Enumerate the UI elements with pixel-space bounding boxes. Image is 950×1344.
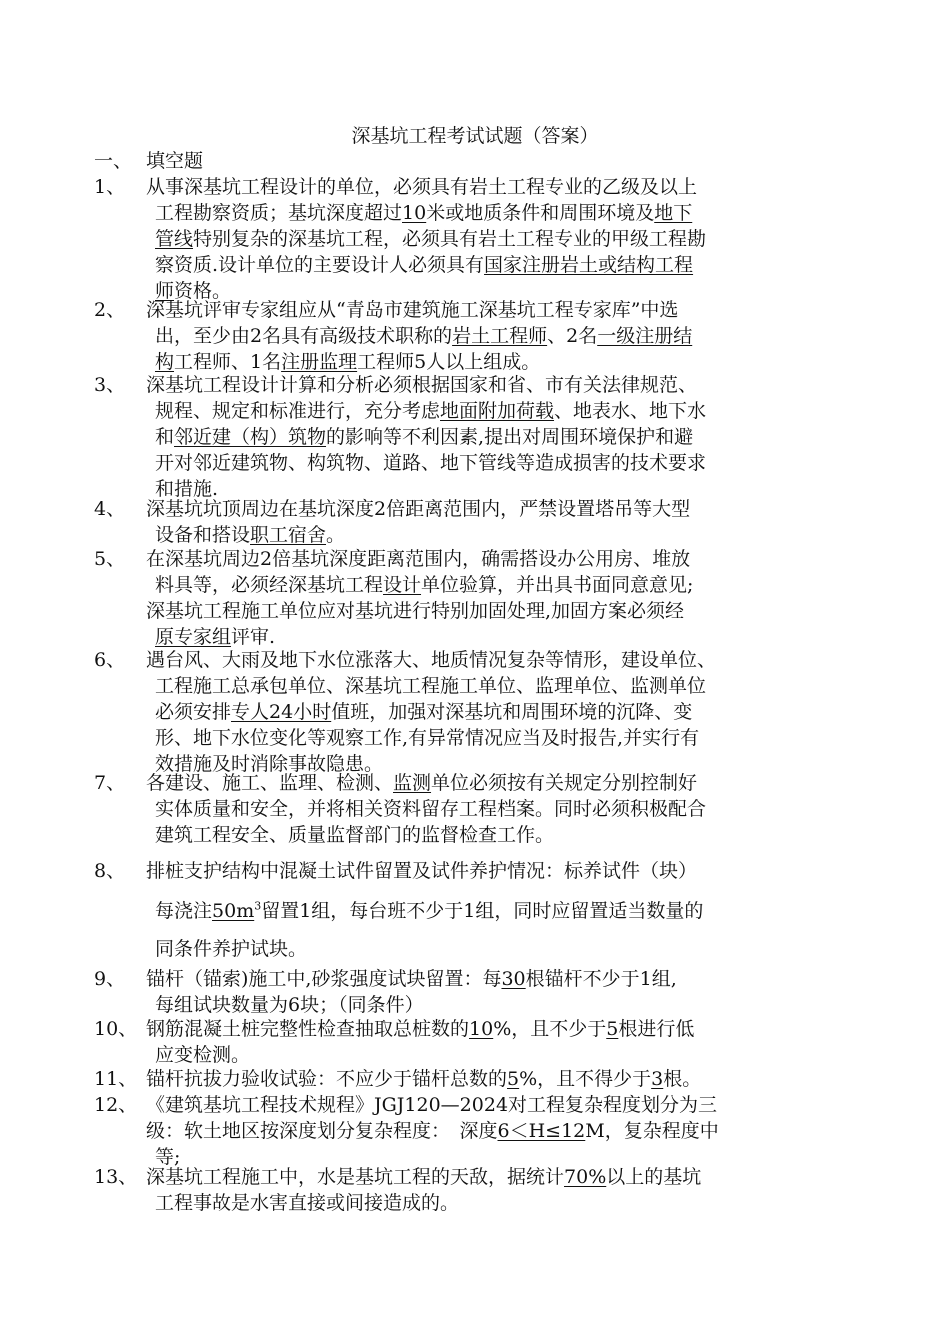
question-number: 4、 (94, 498, 126, 520)
question-line (146, 1118, 814, 1144)
question-line: 应变检测。 (155, 1044, 251, 1066)
question-number: 10、 (94, 1018, 138, 1040)
question-line (146, 699, 814, 725)
question-body (146, 1092, 814, 1170)
answer-blank: 6＜H≤12 (497, 1120, 586, 1142)
text: 资格。 (174, 280, 232, 302)
answer-blank: 原专家组 (155, 626, 232, 648)
question-number: 13、 (94, 1166, 138, 1188)
question-number: 12、 (94, 1094, 138, 1116)
answer-blank: 监测 (393, 772, 432, 794)
question-line: 效措施及时消除事故隐患。 (155, 753, 384, 775)
answer-blank: 邻近建（构）筑物 (174, 426, 327, 448)
question-body (146, 297, 814, 375)
question-line (146, 323, 814, 349)
text: %，且不得少于 (519, 1068, 652, 1090)
answer-blank: 地下 (654, 202, 693, 224)
question-line (146, 770, 814, 796)
answer-blank: 地面附加荷载 (440, 400, 555, 422)
question-line: 同条件养护试块。 (155, 938, 308, 960)
question-line: 每组试块数量为6块；（同条件） (155, 994, 424, 1016)
text: 锚杆（锚索)施工中,砂浆强度试块留置：每 (146, 968, 502, 990)
question-line: 形、地下水位变化等观察工作,有异常情况应当及时报告,并实行有 (155, 727, 700, 749)
text: 工程师、1名 (174, 351, 282, 373)
question-line: 深基坑坑顶周边在基坑深度2倍距离范围内，严禁设置塔吊等大型 (146, 498, 691, 520)
question-body (146, 372, 814, 502)
answer-blank: 50m (212, 900, 255, 922)
text: 米或地质条件和周围环境及 (426, 202, 655, 224)
question-line: 深基坑工程施工单位应对基坑进行特别加固处理,加固方案必须经 (146, 600, 685, 622)
question-line: 开对邻近建筑物、构筑物、道路、地下管线等造成损害的技术要求 (155, 452, 707, 474)
text: M，复杂程度中 (585, 1120, 719, 1142)
question-1 (94, 174, 814, 304)
section-heading (94, 148, 203, 174)
question-4 (94, 496, 814, 548)
text: 每浇注 (155, 900, 213, 922)
question-line: 和措施. (155, 478, 219, 500)
text: 根锚杆不少于1组, (525, 968, 677, 990)
question-body (146, 858, 814, 962)
answer-blank: 构 (155, 351, 175, 373)
answer-blank: 设计 (383, 574, 422, 596)
text: 值班，加强对深基坑和周围环境的沉降、变 (331, 701, 693, 723)
text: 锚杆抗拔力验收试验：不应少于锚杆总数的 (146, 1068, 508, 1090)
question-body (146, 966, 814, 1018)
question-number: 1、 (94, 176, 126, 198)
answer-blank: 管线 (155, 228, 194, 250)
question-line (146, 966, 814, 992)
question-10 (94, 1016, 814, 1068)
question-6 (94, 647, 814, 777)
question-line: 《建筑基坑工程技术规程》JGJ120—2024对工程复杂程度划分为三 (146, 1094, 718, 1116)
question-line: 深基坑工程设计计算和分析必须根据国家和省、市有关法律规范、 (146, 374, 698, 396)
question-line (146, 226, 814, 252)
question-line: 等; (155, 1146, 181, 1168)
question-line (146, 398, 814, 424)
question-line: 工程施工总承包单位、深基坑工程施工单位、监理单位、监测单位 (155, 675, 707, 697)
text: 各建设、施工、监理、检测、 (146, 772, 394, 794)
superscript: 3 (254, 899, 262, 913)
text: 以上的基坑 (606, 1166, 702, 1188)
answer-blank: 一级注册结 (597, 325, 693, 347)
text: 根进行低 (618, 1018, 695, 1040)
text: 特别复杂的深基坑工程，必须具有岩土工程专业的甲级工程勘 (193, 228, 707, 250)
question-number: 8、 (94, 860, 126, 882)
text: 察资质.设计单位的主要设计人必须具有 (155, 254, 485, 276)
question-number: 3、 (94, 374, 126, 396)
question-body (146, 1016, 814, 1068)
answer-blank: 70% (564, 1166, 607, 1188)
question-line: 深基坑评审专家组应从“青岛市建筑施工深基坑工程专家库”中选 (146, 299, 679, 321)
question-number: 5、 (94, 548, 126, 570)
question-13 (94, 1164, 814, 1216)
question-line: 排桩支护结构中混凝土试件留置及试件养护情况：标养试件（块） (146, 860, 698, 882)
question-number: 9、 (94, 968, 126, 990)
question-line (146, 1164, 814, 1190)
question-body (146, 174, 814, 304)
text: 单位验算，并出具书面同意意见; (421, 574, 694, 596)
text: 设备和搭设 (155, 524, 251, 546)
question-line (146, 200, 814, 226)
text: 深基坑工程施工中，水是基坑工程的天敌，据统计 (146, 1166, 565, 1188)
question-12 (94, 1092, 814, 1170)
question-line (146, 522, 814, 548)
text: 钢筋混凝土桩完整性检查抽取总桩数的 (146, 1018, 470, 1040)
text: 的影响等不利因素,提出对周围环境保护和避 (326, 426, 694, 448)
text: 、地表水、地下水 (554, 400, 707, 422)
question-line: 遇台风、大雨及地下水位涨落大、地质情况复杂等情形，建设单位、 (146, 649, 717, 671)
question-body (146, 496, 814, 548)
answer-blank: 30 (501, 968, 526, 990)
text: 必须安排 (155, 701, 232, 723)
question-line: 工程事故是水害直接或间接造成的。 (155, 1192, 460, 1214)
question-9 (94, 966, 814, 1018)
answer-blank: 10 (402, 202, 427, 224)
question-body (146, 1066, 814, 1092)
document-title: 深基坑工程考试试题（答案） (351, 125, 599, 147)
question-number: 2、 (94, 299, 126, 321)
text: 单位必须按有关规定分别控制好 (431, 772, 698, 794)
question-body (146, 770, 814, 848)
question-line (146, 1016, 814, 1042)
answer-blank: 10 (469, 1018, 494, 1040)
answer-blank: 3 (651, 1068, 664, 1090)
question-line (146, 572, 814, 598)
answer-blank: 5 (507, 1068, 520, 1090)
question-line: 在深基坑周边2倍基坑深度距离范围内，确需搭设办公用房、堆放 (146, 548, 691, 570)
text: 工程师5人以上组成。 (357, 351, 541, 373)
question-line (146, 424, 814, 450)
answer-blank: 岩土工程师 (452, 325, 548, 347)
question-number: 6、 (94, 649, 126, 671)
question-8 (94, 858, 814, 962)
question-line (146, 252, 814, 278)
question-11 (94, 1066, 814, 1092)
text: 根。 (663, 1068, 702, 1090)
answer-blank: 5 (606, 1018, 619, 1040)
answer-blank: 职工宿舍 (250, 524, 327, 546)
text: 留置1组，每台班不少于1组，同时应留置适当数量的 (261, 900, 704, 922)
question-2 (94, 297, 814, 375)
answer-blank: 专人24小时 (231, 701, 332, 723)
text: 规程、规定和标准进行，充分考虑 (155, 400, 441, 422)
text: 、2名 (547, 325, 598, 347)
question-line (146, 898, 814, 924)
text: 出，至少由2名具有高级技术职称的 (155, 325, 453, 347)
text: 工程勘察资质；基坑深度超过 (155, 202, 403, 224)
question-line: 从事深基坑工程设计的单位，必须具有岩土工程专业的乙级及以上 (146, 176, 698, 198)
question-line (146, 1066, 814, 1092)
text: 。 (326, 524, 346, 546)
section-label: 填空题 (146, 150, 204, 172)
text: 级：软土地区按深度划分复杂程度： 深度 (146, 1120, 498, 1142)
question-line: 建筑工程安全、质量监督部门的监督检查工作。 (155, 824, 555, 846)
text: 料具等，必须经深基坑工程 (155, 574, 384, 596)
question-number: 7、 (94, 772, 126, 794)
text: 评审. (231, 626, 276, 648)
question-body (146, 1164, 814, 1216)
question-5 (94, 546, 814, 650)
answer-blank: 师 (155, 280, 175, 302)
answer-blank: 注册监理 (281, 351, 358, 373)
question-number: 11、 (94, 1068, 138, 1090)
answer-blank: 国家注册岩土或结构工程 (484, 254, 694, 276)
question-line: 实体质量和安全，并将相关资料留存工程档案。同时必须积极配合 (155, 798, 707, 820)
question-7 (94, 770, 814, 848)
question-body (146, 647, 814, 777)
section-number: 一、 (94, 150, 133, 172)
question-body (146, 546, 814, 650)
question-3 (94, 372, 814, 502)
text: %，且不少于 (493, 1018, 607, 1040)
text: 和 (155, 426, 175, 448)
